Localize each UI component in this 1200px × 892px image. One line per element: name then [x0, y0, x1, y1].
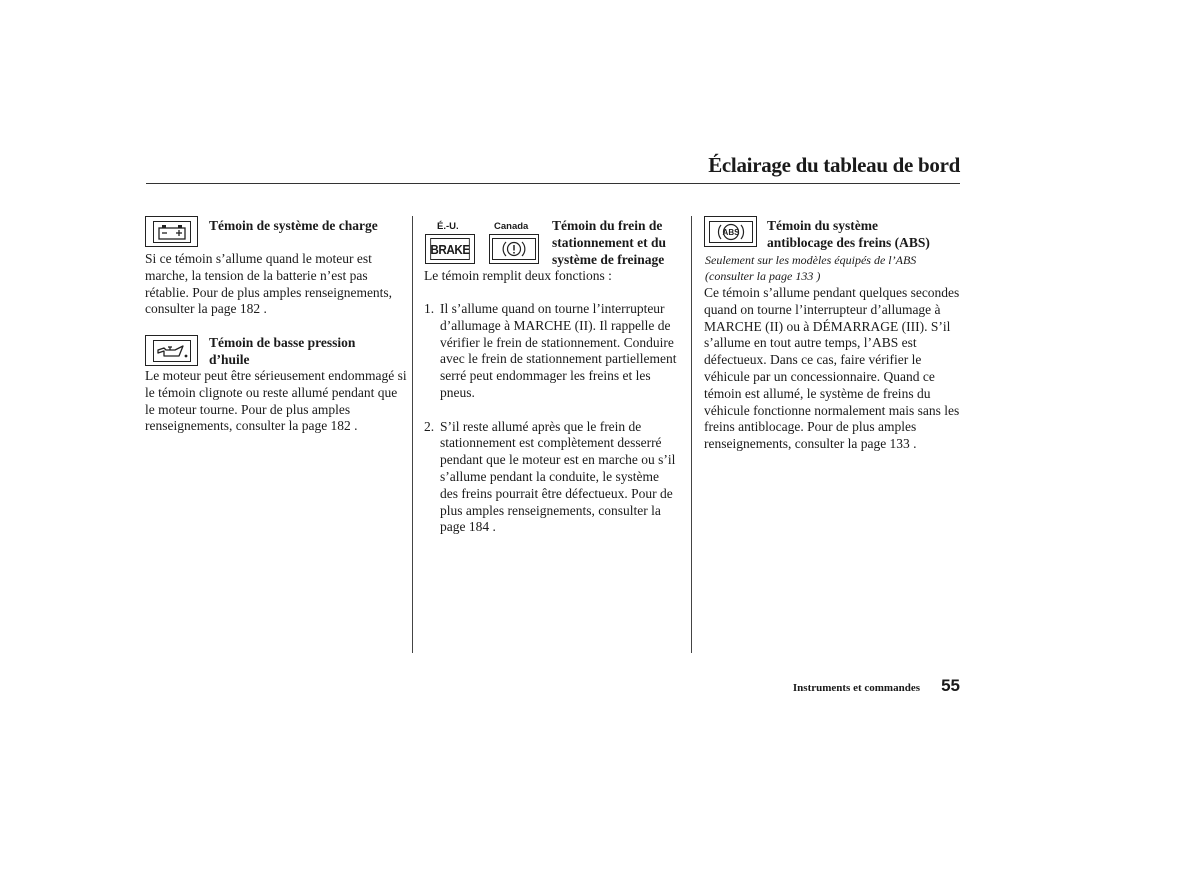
oil-heading-line1: Témoin de basse pression	[209, 335, 356, 350]
list-item-text: Il s’allume quand on tourne l’interrupteur d’allumage à MARCHE (II). Il rappelle de vérifier le frein de stationnement. Conduire avec le frein de stationnement partiellement serré peut endommager les freins et les pneus.	[440, 301, 677, 400]
brake-indicator-canada	[489, 234, 539, 264]
abs-text: Ce témoin s’allume pendant quelques secondes quand on tourne l’interrupteur d’allumage à MARCHE (II) ou à DÉMARRAGE (III). S’il s’allume en tout autre temps, l’ABS est défectueux. Dans ce cas, faire vérifier le véhicule par un concessionnaire. Quand ce témoin est allumé, le système de freins du véhicule fonctionne normalement mais sans les freins antiblocage. Pour de plus amples renseignements, consulter la page 133 .	[704, 285, 960, 452]
page-title: Éclairage du tableau de bord	[708, 153, 960, 177]
brake-function-list	[424, 301, 680, 553]
abs-icon-text: ABS	[722, 227, 739, 237]
abs-note-line2: (consulter la page 133 )	[705, 269, 821, 283]
abs-icon	[709, 221, 753, 243]
header-rule	[146, 183, 960, 184]
oil-heading	[209, 335, 409, 369]
charge-heading: Témoin de système de charge	[209, 218, 378, 233]
label-us: É.-U.	[437, 221, 459, 232]
list-item-number: 1.	[424, 301, 435, 316]
brake-heading-line3: système de freinage	[552, 251, 665, 267]
list-item-number: 2.	[424, 418, 435, 434]
column-divider-right	[691, 216, 692, 653]
list-item	[424, 419, 680, 537]
abs-heading-line1: Témoin du système	[767, 218, 878, 233]
abs-note-line1: Seulement sur les modèles équipés de l’ABS	[705, 253, 917, 267]
footer-section: Instruments et commandes	[792, 682, 920, 694]
brake-intro: Le témoin remplit deux fonctions :	[424, 268, 612, 283]
oil-text: Le moteur peut être sérieusement endommagé si le témoin clignote ou reste allumé pendant que le moteur tourne. Pour de plus amples renseignements, consulter la page 182 .	[145, 368, 407, 434]
page-number: 55	[941, 676, 960, 695]
abs-heading-line2: antiblocage des freins (ABS)	[767, 234, 930, 250]
oil-pressure-indicator	[145, 335, 198, 366]
abs-note	[705, 252, 963, 284]
brake-heading-line1: Témoin du frein de	[552, 218, 663, 233]
oil-can-icon	[153, 340, 191, 362]
parking-brake-icon	[492, 238, 536, 260]
brake-heading-line2: stationnement et du	[552, 234, 666, 250]
oil-heading-line2: d’huile	[209, 351, 250, 367]
list-item-text: S’il reste allumé après que le frein de stationnement est complètement desserré pendant que le moteur est en marche ou s’il s’allume pendant la conduite, le système des freins pourrait être défectueux. Pour de plus amples renseignements, consulter la page 184 .	[440, 418, 676, 535]
battery-icon	[153, 221, 191, 243]
charge-warning-indicator	[145, 216, 198, 247]
brake-indicator-us	[425, 234, 475, 264]
label-canada: Canada	[494, 221, 529, 232]
brake-heading	[552, 218, 687, 268]
charge-text: Si ce témoin s’allume quand le moteur est marche, la tension de la batterie n’est pas rétablie. Pour de plus amples renseignements, consulter la page 182 .	[145, 251, 393, 317]
list-item	[424, 301, 680, 402]
column-divider-left	[412, 216, 413, 653]
abs-indicator	[704, 216, 757, 247]
abs-heading	[767, 218, 962, 252]
brake-text-icon: BRAKE	[430, 238, 470, 260]
